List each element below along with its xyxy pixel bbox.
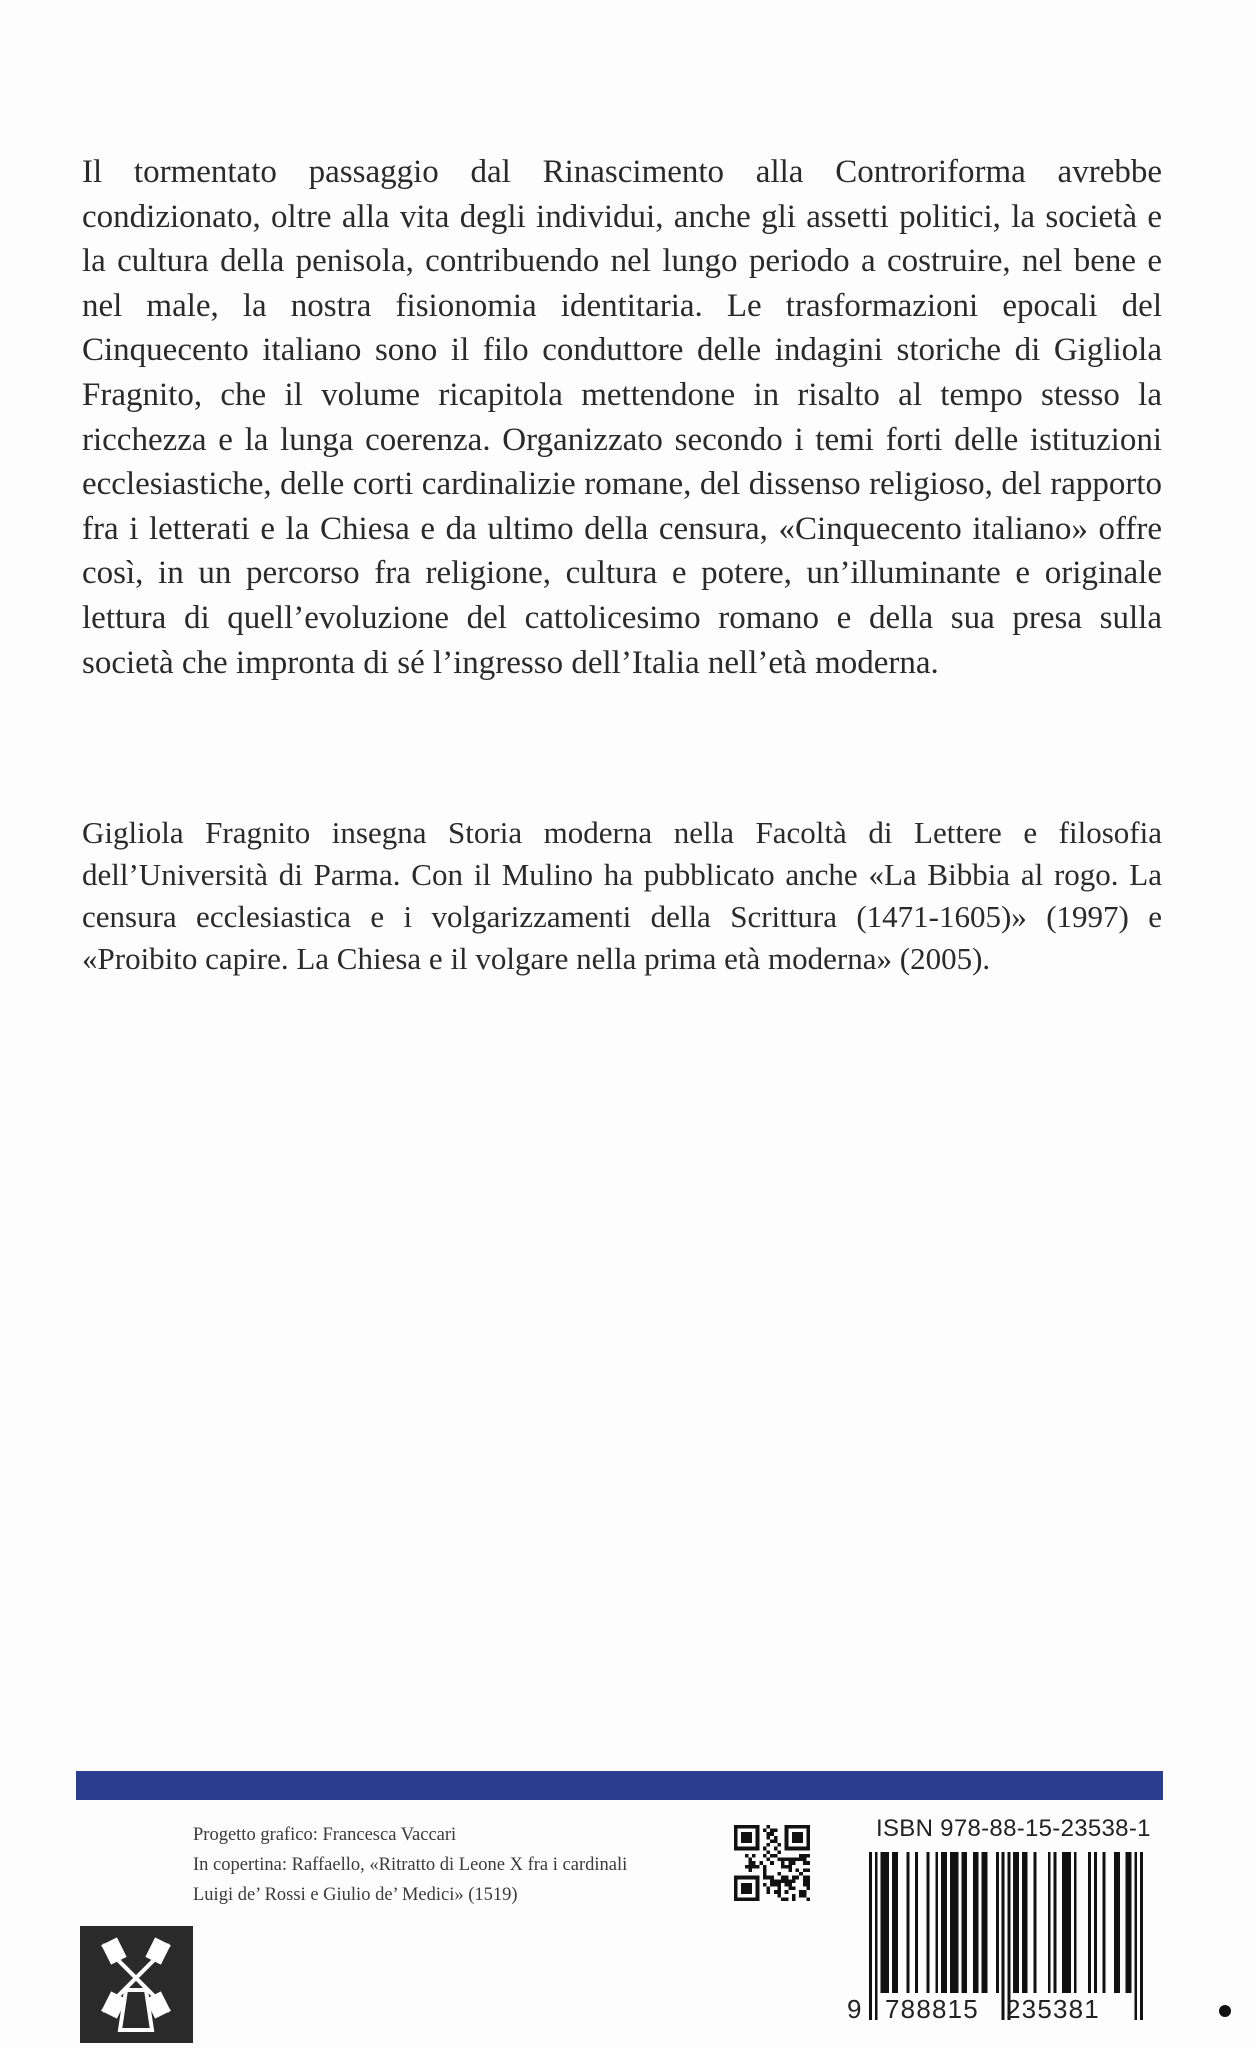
blurb-paragraph: Il tormentato passaggio dal Rinascimento alla Controriforma avrebbe condizionato, oltre alla vita degli individui, anche gli assetti politici, la società e la cultura della penisola, contribuendo nel lungo periodo a costruire, nel bene e nel male, la nostra fisionomia identitaria. Le trasformazioni epocali del Cinquecento italiano sono il filo conduttore delle indagini storiche di Gigliola Fragnito, che il volume ricapitola mettendone in risalto al tempo stesso la ricchezza e la lunga coerenza. Organizzato secondo i temi forti delle istituzioni ecclesiastiche, delle corti cardinalizie romane, del dissenso religioso, del rapporto fra i letterati e la Chiesa e da ultimo della censura, «Cinquecento italiano» offre così, in un percorso fra religione, cultura e potere, un’illuminante e originale lettura di quell’evoluzione del cattolicesimo romano e della sua presa sulla società che impronta di sé l’ingresso dell’Italia nell’età moderna. [82, 154, 1162, 681]
barcode-bar [956, 1852, 959, 1993]
barcode-bar [1103, 1852, 1106, 1993]
blue-rule [76, 1771, 1163, 1800]
barcode-bar [973, 1852, 976, 1993]
barcode-bar [1013, 1852, 1016, 1993]
barcode-guard-bar [1140, 1852, 1143, 2020]
ean-first-digit: 9 [847, 1994, 863, 2024]
barcode-bar [1025, 1852, 1028, 1993]
barcode-bar [895, 1852, 898, 1993]
barcode-bar [950, 1852, 953, 1993]
barcode-bar [1054, 1852, 1057, 1993]
barcode-bar [1068, 1852, 1071, 1993]
barcode-bar [1033, 1852, 1036, 1993]
barcode-guard-bar [875, 1852, 878, 2020]
barcode-bar [892, 1852, 895, 1993]
barcode-bar [1117, 1852, 1120, 1993]
isbn-label: ISBN 978-88-15-23538-1 [876, 1815, 1151, 1842]
barcode-bar [1114, 1852, 1117, 1993]
barcode-bar [941, 1852, 944, 1993]
barcode-bar [883, 1852, 886, 1993]
barcode-bar [976, 1852, 979, 1993]
barcode-guard-bar [869, 1852, 872, 2020]
barcode-bar [1074, 1852, 1077, 1993]
mulino-windmill-logo [80, 1926, 193, 2043]
barcode-bar [981, 1852, 984, 1993]
ean-left-digits: 788815 [885, 1994, 979, 2024]
barcode-bar [886, 1852, 889, 1993]
colophon-credits [193, 1820, 713, 1910]
barcode-bar [881, 1852, 884, 1993]
barcode-bar [1048, 1852, 1051, 1993]
barcode-guard-bar [1134, 1852, 1137, 2020]
barcode-guard-bar [1002, 1852, 1005, 2020]
windmill-icon [80, 1926, 193, 2043]
barcode-bar [927, 1852, 930, 1993]
barcode-bar [944, 1852, 947, 1993]
barcode-bar [1065, 1852, 1068, 1993]
ean-right-digits: 235381 [1006, 1994, 1100, 2024]
barcode-bar [1126, 1852, 1129, 1993]
barcode-bar [906, 1852, 909, 1993]
barcode-bar [984, 1852, 987, 1993]
barcode-bar [1062, 1852, 1065, 1993]
barcode-bar [996, 1852, 999, 1993]
corner-dot [1219, 2005, 1231, 2017]
barcode-bar [1088, 1852, 1091, 1993]
barcode-bar [953, 1852, 956, 1993]
credit-design: Progetto grafico: Francesca Vaccari [193, 1825, 457, 1845]
barcode-bar [1016, 1852, 1019, 1993]
barcode-bar [964, 1852, 967, 1993]
barcode-bar [961, 1852, 964, 1993]
author-bio-paragraph: Gigliola Fragnito insegna Storia moderna nella Facoltà di Lettere e filosofia dell’Università di Parma. Con il Mulino ha pubblicato anche «La Bibbia al rogo. La censura ecclesiastica e i volgarizzamenti della Scrittura (1471-1605)» (1997) e «Proibito capire. La Chiesa e il volgare nella prima età moderna» (2005). [82, 815, 1162, 976]
barcode-bar [1129, 1852, 1132, 1993]
credit-cover-2: Luigi de’ Rossi e Giulio de’ Medici» (1519) [193, 1885, 518, 1905]
barcode-bar [915, 1852, 918, 1993]
barcode-bar [1022, 1852, 1025, 1993]
barcode-bar [935, 1852, 938, 1993]
barcode-bar [1094, 1852, 1097, 1993]
qr-code-icon [734, 1825, 810, 1901]
credit-cover-1: In copertina: Raffaello, «Ritratto di Leone X fra i cardinali [193, 1855, 628, 1875]
